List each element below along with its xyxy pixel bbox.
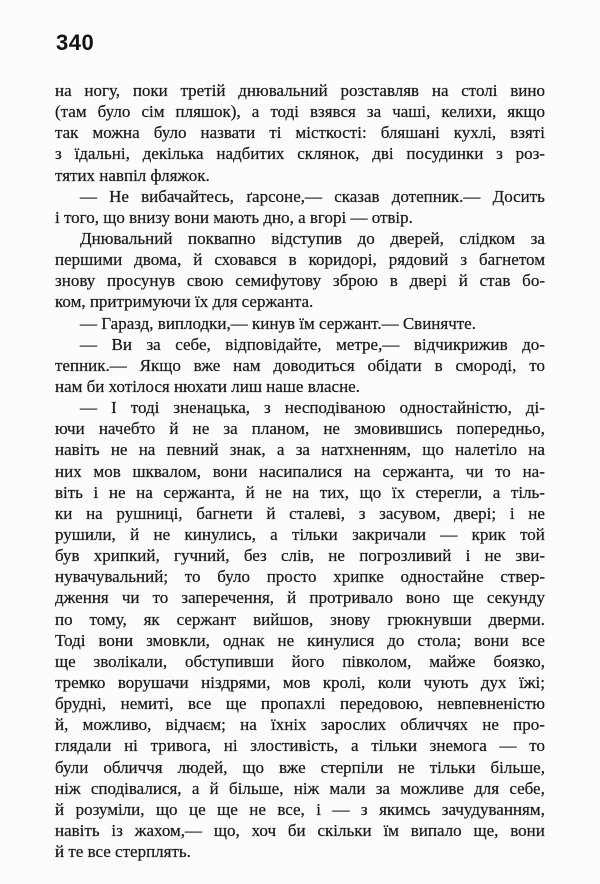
text-line: них мов шквалом, вони насипалися на сержанта, чи то на- [55,461,545,481]
text-line: на ногу, поки третій днювальний розставляв на столі вино [55,81,545,100]
text-line: (там було сім пляшок), а тоді взявся за чаші, келихи, якщо [55,102,545,122]
text-line: ще зволікали, обступивши його півколом, майже боязко, [55,651,545,671]
text-line: тремко ворушачи ніздрями, мов кролі, коли чують дух їжі; [55,672,545,692]
text-line: ки на рушниці, багнети й сталеві, з засувом, двері; і не [55,503,545,523]
text-line: ючи начебто й не за планом, не змовившись попередньо, [55,419,545,439]
text-line: навіть із жахом,— що, хоч би скільки їм випало ще, вони [55,820,545,840]
page-number: 340 [56,30,95,55]
text-line: — Гаразд, виплодки,— кинув їм сержант.— Свинячте. [80,313,476,333]
text-line: — Ви за себе, відповідайте, метре,— відчикрижив до- [80,334,545,354]
text-line: по тому, як сержант вийшов, знову грюкнувши дверми. [55,609,545,629]
text-line: ком, притримуючи їх для сержанта. [55,292,314,312]
text-line: знову просунув свою семифутову зброю в двері й став бо- [55,271,545,291]
text-line: навіть не на певний знак, а за натхненням, що налетіло на [55,440,545,460]
text-line: брудні, немиті, все ще пропахлі передовою, невпевненістю [55,694,545,714]
text-line: й, можливо, відчаєм; на їхніх зарослих обличчях не про- [55,715,545,735]
text-line: віть і не на сержанта, й не на тих, що їх стерегли, а тіль- [55,482,545,502]
body-text [55,80,545,862]
text-line: першими двома, й сховався в коридорі, рядовий з багнетом [55,250,545,270]
text-line: рушили, й не кинулись, а тільки закричали — крик той [55,524,545,544]
text-line: нам би хотілося нюхати лиш наше власне. [55,376,360,396]
text-line: глядали ні тривога, ні злостивість, а тільки знемога — то [55,736,545,756]
text-line: і того, що внизу вони мають дно, а вгорі — отвір. [55,207,413,227]
text-line: Днювальний поквапно відступив до дверей, слідком за [80,228,545,248]
text-line: тятих навпіл фляжок. [55,165,210,185]
text-line: були обличчя людей, що вже стерпіли не тільки більше, [55,757,545,777]
text-line: й те все стерплять. [55,842,191,862]
text-line: — Не вибачайтесь, ґарсоне,— сказав дотепник.— Досить [80,186,545,206]
text-line: Тоді вони змовкли, однак не кинулися до стола; вони все [55,630,545,650]
text-line: так можна було назвати ті місткості: бляшані кухлі, взяті [55,123,545,143]
text-line: був хрипкий, гучний, без слів, не погрозливий і не зви- [55,546,545,566]
text-line: ніж сподівалися, а й більше, ніж мали за можливе для себе, [55,778,545,798]
text-line: — І тоді зненацька, з несподіваною одностайністю, ді- [80,398,545,418]
text-line: тепник.— Якщо вже нам доводиться обідати в смороді, то [55,355,545,375]
text-line: з їдальні, декілька надбитих склянок, дві посудинки з роз- [55,144,545,164]
text-line: й розуміли, що це ще не все, і — з якимсь зачудуванням, [55,799,545,819]
text-line: нувачувальний; то було просто хрипке одностайне ствер- [55,567,545,587]
text-line: дження чи то заперечення, й протривало воно ще секунду [55,588,545,608]
